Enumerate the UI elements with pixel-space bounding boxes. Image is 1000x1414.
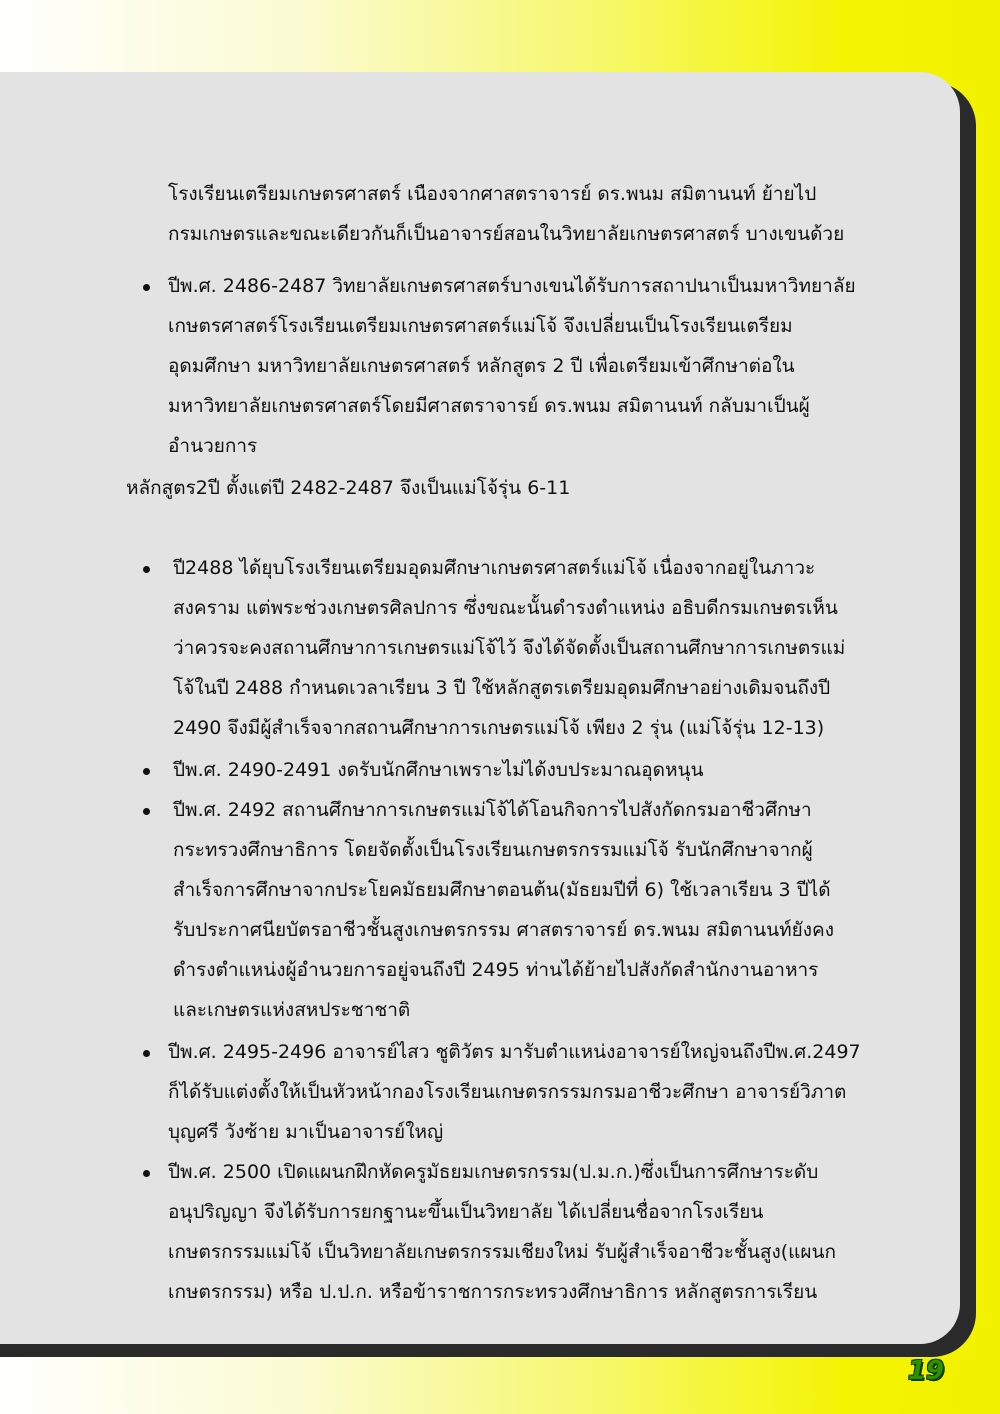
body-line: รับประกาศนียบัตรอาชีวชั้นสูงเกษตรกรรม ศาสตราจารย์ ดร.พนม สมิตานนท์ยังคง: [173, 919, 835, 941]
body-line: บุญศรี วังซ้าย มาเป็นอาจารย์ใหญ่: [168, 1121, 444, 1143]
body-line: โจ้ในปี 2488 กำหนดเวลาเรียน 3 ปี ใช้หลักสูตรเตรียมอุดมศึกษาอย่างเดิมจนถึงปี: [173, 677, 831, 699]
body-line: เกษตรศาสตร์โรงเรียนเตรียมเกษตรศาสตร์แม่โจ้ จึงเปลี่ยนเป็นโรงเรียนเตรียม: [168, 315, 793, 337]
body-line: มหาวิทยาลัยเกษตรศาสตร์โดยมีศาสตราจารย์ ดร.พนม สมิตานนท์ กลับมาเป็นผู้: [168, 395, 810, 417]
bullet-icon: [143, 768, 150, 775]
body-line: สงคราม แต่พระช่วงเกษตรศิลปการ ซึ่งขณะนั้นดำรงตำแหน่ง อธิบดีกรมเกษตรเห็น: [173, 597, 838, 619]
body-line: เกษตรกรรม) หรือ ป.ป.ก. หรือข้าราชการกระทรวงศึกษาธิการ หลักสูตรการเรียน: [168, 1281, 818, 1303]
body-line: ก็ได้รับแต่งตั้งให้เป็นหัวหน้ากองโรงเรียนเกษตรกรรมกรมอาชีวะศึกษา อาจารย์วิภาต: [168, 1081, 847, 1103]
body-line: และเกษตรแห่งสหประชาชาติ: [173, 999, 411, 1021]
body-line: สำเร็จการศึกษาจากประโยคมัธยมศึกษาตอนต้น(มัธยมปีที่ 6) ใช้เวลาเรียน 3 ปีได้: [173, 879, 831, 901]
bullet-icon: [143, 566, 150, 573]
body-line: หลักสูตร2ปี ตั้งแต่ปี 2482-2487 จึงเป็นแม่โจ้รุ่น 6-11: [126, 477, 571, 499]
page-number: 19: [907, 1356, 944, 1386]
body-line: ปีพ.ศ. 2486-2487 วิทยาลัยเกษตรศาสตร์บางเขนได้รับการสถาปนาเป็นมหาวิทยาลัย: [168, 275, 856, 297]
body-line: กระทรวงศึกษาธิการ โดยจัดตั้งเป็นโรงเรียนเกษตรกรรมแม่โจ้ รับนักศึกษาจากผู้: [173, 839, 813, 861]
body-line: ปีพ.ศ. 2500 เปิดแผนกฝึกหัดครูมัธยมเกษตรกรรม(ป.ม.ก.)ซึ่งเป็นการศึกษาระดับ: [168, 1161, 819, 1183]
body-line: ปีพ.ศ. 2490-2491 งดรับนักศึกษาเพราะไม่ได้งบประมาณอุดหนุน: [173, 759, 704, 781]
body-line: ปีพ.ศ. 2492 สถานศึกษาการเกษตรแม่โจ้ได้โอนกิจการไปสังกัดกรมอาชีวศึกษา: [173, 799, 812, 821]
body-line: อุดมศึกษา มหาวิทยาลัยเกษตรศาสตร์ หลักสูตร 2 ปี เพื่อเตรียมเข้าศึกษาต่อใน: [168, 355, 795, 377]
body-line: ดำรงตำแหน่งผู้อำนวยการอยู่จนถึงปี 2495 ท่านได้ย้ายไปสังกัดสำนักงานอาหาร: [173, 959, 819, 981]
body-line: ว่าควรจะคงสถานศึกษาการเกษตรแม่โจ้ไว้ จึงได้จัดตั้งเป็นสถานศึกษาการเกษตรแม่: [173, 637, 846, 659]
body-line: ปี2488 ได้ยุบโรงเรียนเตรียมอุดมศึกษาเกษตรศาสตร์แม่โจ้ เนื่องจากอยู่ในภาวะ: [173, 557, 816, 579]
bullet-icon: [143, 808, 150, 815]
body-line: อนุปริญญา จึงได้รับการยกฐานะขึ้นเป็นวิทยาลัย ได้เปลี่ยนชื่อจากโรงเรียน: [168, 1201, 764, 1223]
bullet-icon: [143, 1170, 150, 1177]
body-line: โรงเรียนเตรียมเกษตรศาสตร์ เนืองจากศาสตราจารย์ ดร.พนม สมิตานนท์ ย้ายไป: [168, 183, 817, 205]
bullet-icon: [143, 284, 150, 291]
body-line: ปีพ.ศ. 2495-2496 อาจารย์ไสว ชูติวัตร มารับตำแหน่งอาจารย์ใหญ่จนถึงปีพ.ศ.2497: [168, 1041, 861, 1063]
body-line: เกษตรกรรมแม่โจ้ เป็นวิทยาลัยเกษตรกรรมเชียงใหม่ รับผู้สำเร็จอาชีวะชั้นสูง(แผนก: [168, 1241, 837, 1263]
body-line: อำนวยการ: [168, 435, 258, 457]
bullet-icon: [143, 1050, 150, 1057]
body-line: 2490 จึงมีผู้สำเร็จจากสถานศึกษาการเกษตรแม่โจ้ เพียง 2 รุ่น (แม่โจ้รุ่น 12-13): [173, 717, 825, 739]
body-line: กรมเกษตรและขณะเดียวกันก็เป็นอาจารย์สอนในวิทยาลัยเกษตรศาสตร์ บางเขนด้วย: [168, 223, 845, 245]
